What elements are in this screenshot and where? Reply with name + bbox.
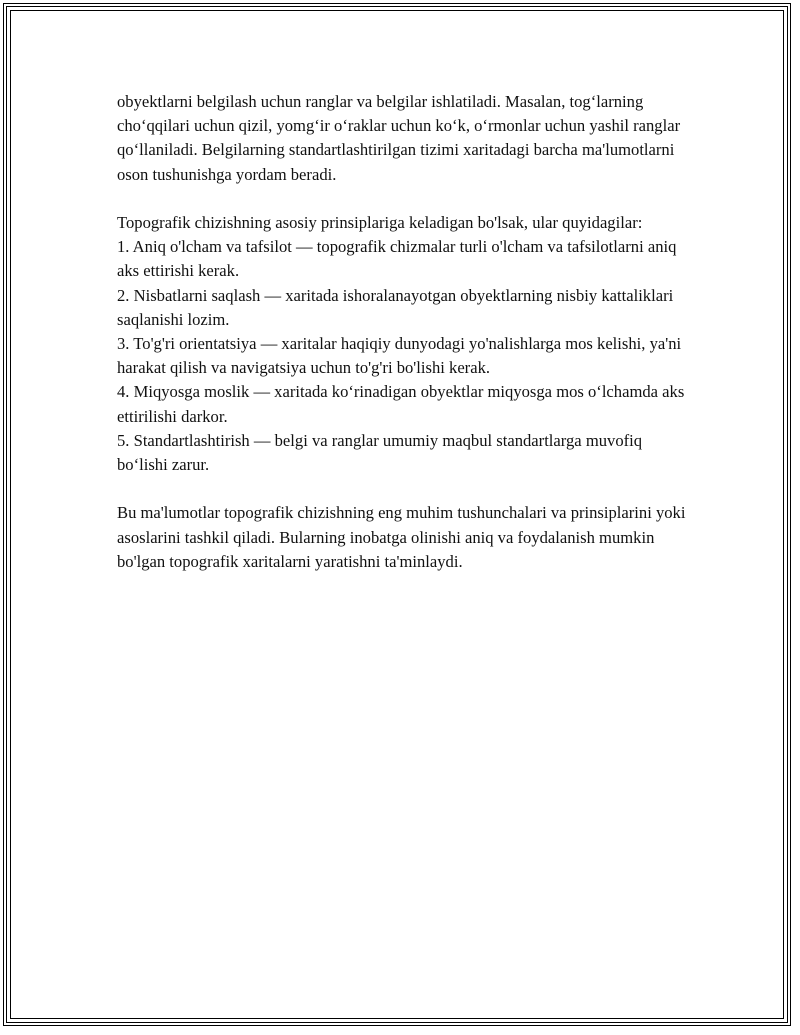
principle-item-1: 1. Aniq o'lcham va tafsilot — topografik chizmalar turli o'lcham va tafsilotlarni aniq aks ettirishi kerak. [117,237,677,281]
principles-intro: Topografik chizishning asosiy prinsiplariga keladigan bo'lsak, ular quyidagilar: [117,213,643,232]
principle-item-2: 2. Nisbatlarni saqlash — xaritada ishoralanayotgan obyektlarning nisbiy kattaliklari saqlanishi lozim. [117,285,674,329]
paragraph-spacer [117,477,687,501]
principle-item-5: 5. Standartlashtirish — belgi va ranglar umumiy maqbul standartlarga muvofiq bo‘lishi zarur. [117,430,643,475]
principle-item-3: 3. To'g'ri orientatsiya — xaritalar haqiqiy dunyodagi yo'nalishlarga mos kelishi, ya'ni harakat qilish va navigatsiya uchun to'g'ri bo'lishi kerak. [117,334,682,378]
paragraph-spacer [117,187,687,211]
principle-item-4: 4. Miqyosga moslik — xaritada ko‘rinadigan obyektlar miqyosga mos o‘lchamda aks ettirilishi darkor. [117,382,685,426]
document-body [117,90,687,574]
paragraph-conclusion: Bu ma'lumotlar topografik chizishning eng muhim tushunchalari va prinsiplarini yoki asoslarini tashkil qiladi. Bularning inobatga olinishi aniq va foydalanish mumkin bo'lgan topografik xaritalarni yaratishni ta'minlaydi. [117,503,686,571]
paragraph-intro-colors: obyektlarni belgilash uchun ranglar va belgilar ishlatiladi. Masalan, tog‘larning cho‘qqilari uchun qizil, yomg‘ir o‘raklar uchun ko‘k, o‘rmonlar uchun yashil ranglar qo‘llaniladi. Belgilarning standartlashtirilgan tizimi xaritadagi barcha ma'lumotlarni oson tushunishga yordam beradi. [117,92,681,184]
